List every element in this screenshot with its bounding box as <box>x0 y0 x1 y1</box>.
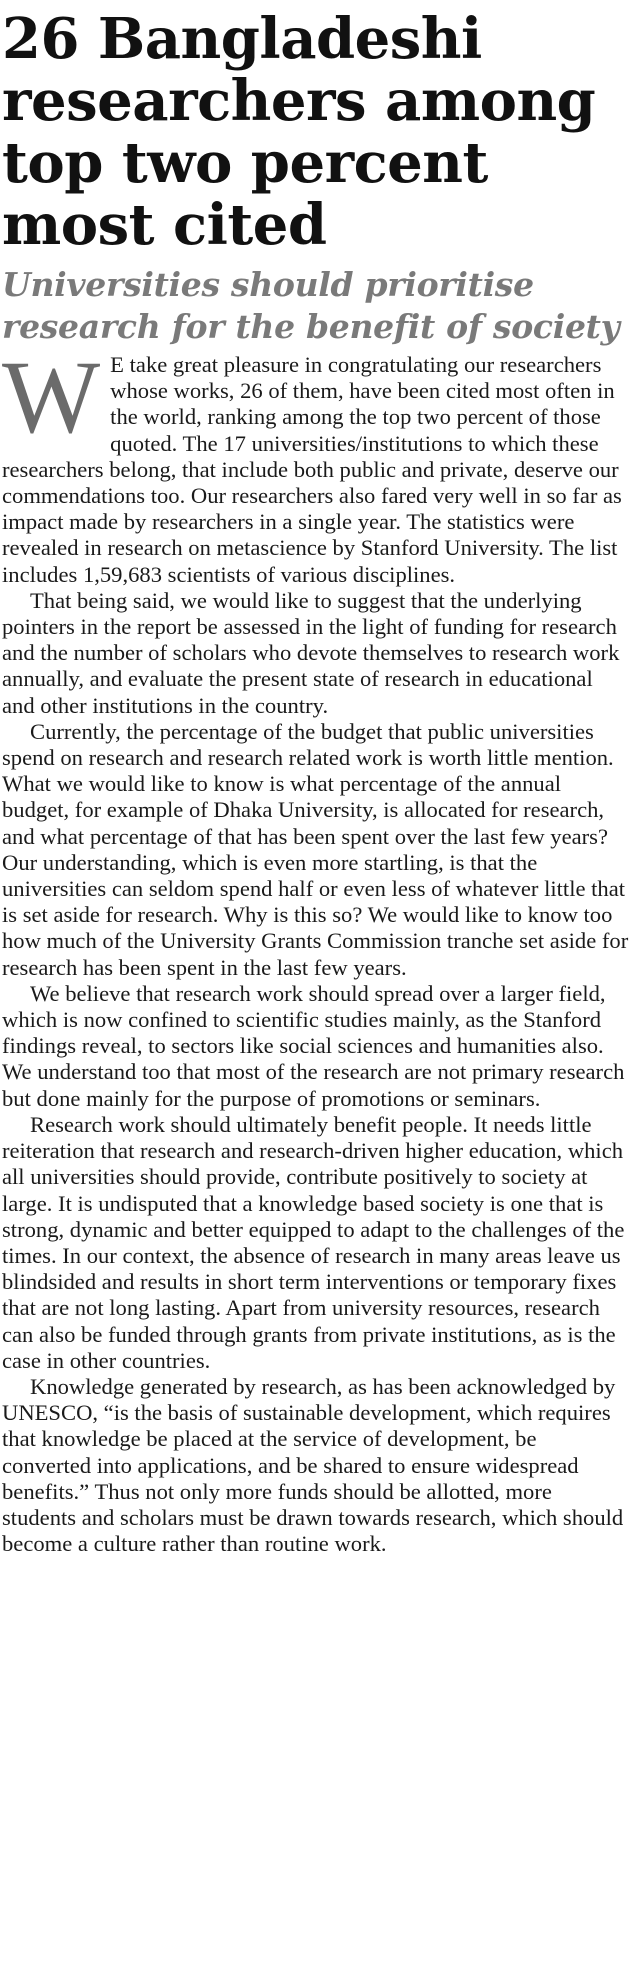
headline: 26 Bangladeshi researchers among top two percent most cited <box>2 6 596 258</box>
paragraph-1 <box>2 340 629 588</box>
paragraph-2: That being said, we would like to suggest that the underlying pointers in the report be assessed in the light of funding for research and the number of scholars who devote themselves to research work annually, and evaluate the present state of research in educational and other institutions in the country. <box>2 587 620 718</box>
drop-cap: W <box>2 340 101 455</box>
paragraph-6: Knowledge generated by research, as has been acknowledged by UNESCO, “is the basis of sustainable development, which requires that knowledge be placed at the service of development, be converted into applications, and be shared to ensure widespread benefits.” Thus not only more funds should be allotted, more students and scholars must be drawn towards research, which should become a culture rather than routine work. <box>2 1373 624 1557</box>
lead-small-caps: E <box>110 352 124 377</box>
subheadline: Universities should prioritise research for the benefit of society <box>2 265 620 346</box>
paragraph-5: Research work should ultimately benefit people. It needs little reiteration that research and research-driven higher education, which all universities should provide, contribute positively to society at large. It is undisputed that a knowledge based society is one that is strong, dynamic and better equipped to adapt to the challenges of the times. In our context, the absence of research in many areas leave us blindsided and results in short term interventions or temporary fixes that are not long lasting. Apart from university resources, research can also be funded through grants from private institutions, as is the case in other countries. <box>2 1111 625 1373</box>
paragraph-1-text: take great pleasure in congratulating our researchers whose works, 26 of them, have been cited most often in the world, ranking among the top two percent of those quoted. The 17 universities/institutions to which these researchers belong, that include both public and private, deserve our commendations too. Our researchers also fared very well in so far as impact made by researchers in a single year. The statistics were revealed in research on metascience by Stanford University. The list includes 1,59,683 scientists of various disciplines. <box>2 352 622 587</box>
paragraph-4: We believe that research work should spread over a larger field, which is now confined to scientific studies mainly, as the Stanford findings reveal, to sectors like social sciences and humanities also. We understand too that most of the research are not primary research but done mainly for the purpose of promotions or seminars. <box>2 980 625 1111</box>
article-body <box>2 340 629 1557</box>
paragraph-3: Currently, the percentage of the budget that public universities spend on research and research related work is worth little mention. What we would like to know is what percentage of the annual budget, for example of Dhaka University, is allocated for research, and what percentage of that has been spent over the last few years? Our understanding, which is even more startling, is that the universities can seldom spend half or even less of whatever little that is set aside for research. Why is this so? We would like to know too how much of the University Grants Commission tranche set aside for research has been spent in the last few years. <box>2 718 629 980</box>
